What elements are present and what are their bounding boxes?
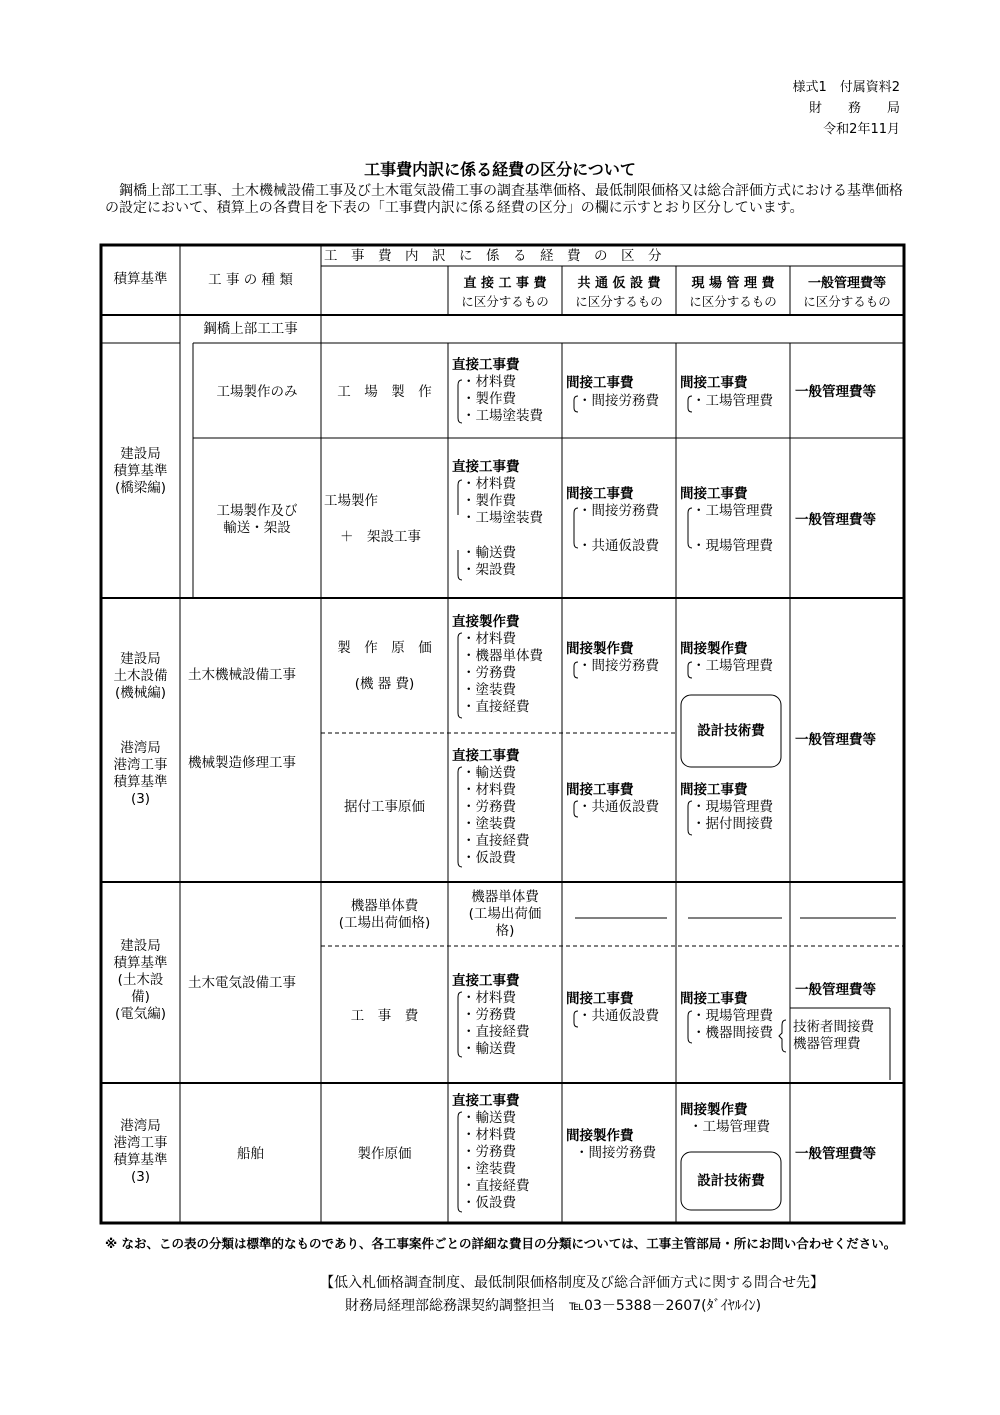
machine-type-repair: 機械製造修理工事 <box>188 755 296 771</box>
machine-direct2-items: ・輸送費 ・材料費 ・労務費 ・塗装費 ・直接経費 ・仮設費 <box>462 765 530 866</box>
electric-general-title: 一般管理費等 <box>795 982 876 998</box>
bridge-row1-site-title: 間接工事費 <box>680 375 748 391</box>
header-direct: 直 接 工 事 費 <box>463 276 547 291</box>
bridge-row1-site-items: ・工場管理費 <box>692 393 773 409</box>
machine-site1-title: 間接製作費 <box>680 641 748 657</box>
machine-direct2-title: 直接工事費 <box>452 748 520 764</box>
machine-type-civil: 土木機械設備工事 <box>188 667 296 683</box>
contact-heading: 【低入札価格調査制度、最低制限価格制度及び総合評価方式に関する問合せ先】 <box>320 1275 824 1291</box>
header-site: 現 場 管 理 費 <box>691 276 775 291</box>
bridge-row1-direct-items: ・材料費 ・製作費 ・工場塗装費 <box>462 374 543 424</box>
machine-standard-port: 港湾局 港湾工事 積算基準 (3) <box>113 740 168 807</box>
header-general-suffix: に区分するもの <box>803 294 891 309</box>
ship-common-title: 間接製作費 <box>566 1128 634 1144</box>
bridge-row2-direct-items1: ・材料費 ・製作費 ・工場塗装費 <box>462 476 543 526</box>
ship-common-items: ・間接労務費 <box>575 1145 656 1161</box>
ship-site-items: ・工場管理費 <box>689 1119 770 1135</box>
machine-common2-items: ・共通仮設費 <box>578 799 659 815</box>
bridge-row2-common-item2: ・共通仮設費 <box>578 538 659 554</box>
bridge-row2-direct-items2: ・輸送費 ・架設費 <box>462 545 516 578</box>
bridge-standard: 建設局 積算基準 (橋梁編) <box>113 446 168 496</box>
machine-work-equipment: (機 器 費) <box>354 676 415 692</box>
electric-direct2-items: ・材料費 ・労務費 ・直接経費 ・輸送費 <box>462 990 530 1057</box>
machine-site2-title: 間接工事費 <box>680 782 748 798</box>
machine-design-fee-badge: 設計技術費 <box>697 723 765 739</box>
electric-direct2-title: 直接工事費 <box>452 973 520 989</box>
bridge-row2-work-erection: ＋ 架設工事 <box>340 529 421 545</box>
header-common: 共 通 仮 設 費 <box>577 276 661 291</box>
machine-common1-items: ・間接労務費 <box>578 658 659 674</box>
department: 財 務 局 <box>808 101 900 116</box>
bridge-row2-site-item1: ・工場管理費 <box>692 503 773 519</box>
header-general: 一般管理費等 <box>807 276 886 291</box>
electric-common2-title: 間接工事費 <box>566 991 634 1007</box>
page-title: 工事費内訳に係る経費の区分について <box>364 160 636 179</box>
header-direct-suffix: に区分するもの <box>461 294 549 309</box>
header-division: 工 事 費 内 訳 に 係 る 経 費 の 区 分 <box>324 248 662 264</box>
ship-standard: 港湾局 港湾工事 積算基準 (3) <box>113 1118 168 1185</box>
bridge-row1-type: 工場製作のみ <box>216 384 298 400</box>
header-work-type: 工 事 の 種 類 <box>208 272 293 288</box>
electric-standard: 建設局 積算基準 (土木設 備) (電気編) <box>113 938 168 1022</box>
bridge-row2-site-item2: ・現場管理費 <box>692 538 773 554</box>
machine-common1-title: 間接製作費 <box>566 641 634 657</box>
intro-paragraph: 鋼橋上部工工事、土木機械設備工事及び土木電気設備工事の調査基準価格、最低制限価格又は総合評価方式における基準価格の設定において、積算上の各費目を下表の「工事費内訳に係る経費の区分」の欄に示すとおり区分しています。 <box>105 183 903 216</box>
date: 令和2年11月 <box>823 122 900 137</box>
electric-site2-items: ・現場管理費 ・機器間接費 <box>692 1008 773 1041</box>
bridge-row1-common-title: 間接工事費 <box>566 375 634 391</box>
ship-direct-title: 直接工事費 <box>452 1093 520 1109</box>
electric-common2-items: ・共通仮設費 <box>578 1008 659 1024</box>
bridge-row2-type: 工場製作及び 輸送・架設 <box>216 503 298 536</box>
machine-work-install: 据付工事原価 <box>344 799 425 815</box>
header-standard: 積算基準 <box>113 271 168 287</box>
bridge-row1-direct-title: 直接工事費 <box>452 357 520 373</box>
contact-line: 財務局経理部総務課契約調整担当 ℡03－5388－2607(ﾀﾞｲﾔﾙｲﾝ) <box>345 1298 762 1314</box>
electric-general-items: 技術者間接費 機器管理費 <box>793 1019 874 1052</box>
header-common-suffix: に区分するもの <box>575 294 663 309</box>
electric-type: 土木電気設備工事 <box>188 975 296 991</box>
ship-design-fee-badge: 設計技術費 <box>697 1173 765 1189</box>
electric-site2-title: 間接工事費 <box>680 991 748 1007</box>
machine-general: 一般管理費等 <box>795 732 876 748</box>
electric-work-construction: 工 事 費 <box>350 1008 419 1024</box>
bridge-row1-work: 工 場 製 作 <box>337 384 432 400</box>
machine-site2-items: ・現場管理費 ・据付間接費 <box>692 799 773 832</box>
bridge-row2-general: 一般管理費等 <box>795 512 876 528</box>
form-number: 様式1 付属資料2 <box>792 80 900 95</box>
machine-direct1-items: ・材料費 ・機器単体費 ・労務費 ・塗装費 ・直接経費 <box>462 631 543 715</box>
bridge-row2-common-item1: ・間接労務費 <box>578 503 659 519</box>
footnote: ※ なお、この表の分類は標準的なものであり、各工事案件ごとの詳細な費目の分類については、工事主管部局・所にお問い合わせください。 <box>105 1236 897 1251</box>
ship-general: 一般管理費等 <box>795 1146 876 1162</box>
bridge-row2-direct-title: 直接工事費 <box>452 459 520 475</box>
machine-standard-construction: 建設局 土木設備 (機械編) <box>113 651 168 701</box>
bridge-category: 鋼橋上部工工事 <box>203 321 298 337</box>
ship-site-title: 間接製作費 <box>680 1102 748 1118</box>
ship-direct-items: ・輸送費 ・材料費 ・労務費 ・塗装費 ・直接経費 ・仮設費 <box>462 1110 530 1211</box>
ship-work: 製作原価 <box>357 1146 412 1162</box>
electric-work-equipment: 機器単体費 (工場出荷価格) <box>338 898 431 931</box>
bridge-row2-work-fab: 工場製作 <box>324 493 378 509</box>
electric-direct1: 機器単体費 (工場出荷価 格) <box>468 889 542 939</box>
machine-common2-title: 間接工事費 <box>566 782 634 798</box>
ship-type: 船舶 <box>237 1146 264 1162</box>
header-site-suffix: に区分するもの <box>689 294 777 309</box>
bridge-row1-common-items: ・間接労務費 <box>578 393 659 409</box>
machine-direct1-title: 直接製作費 <box>452 614 520 630</box>
bridge-row1-general: 一般管理費等 <box>795 384 876 400</box>
machine-site1-items: ・工場管理費 <box>692 658 773 674</box>
machine-work-fab-cost: 製 作 原 価 <box>337 640 432 656</box>
bridge-row2-site-title: 間接工事費 <box>680 486 748 502</box>
bridge-row2-common-title: 間接工事費 <box>566 486 634 502</box>
